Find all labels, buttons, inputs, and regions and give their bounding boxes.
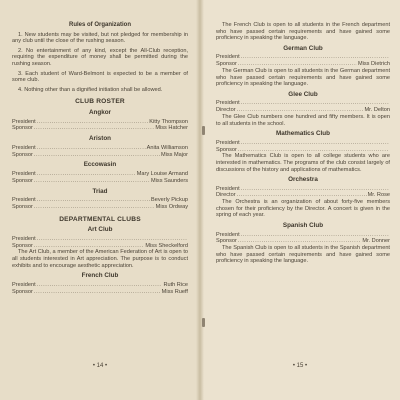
club-description: The Spanish Club is open to all students in the Spanish department who have passed certain requirements and have gained some proficiency in speaking the language. (216, 245, 390, 265)
role-label: President (216, 185, 240, 192)
dot-leader (237, 192, 367, 199)
dot-leader (34, 289, 161, 296)
club-name: Spanish Club (282, 222, 324, 230)
officer-name: Ruth Rice (163, 281, 188, 288)
officer-name: Mary Louise Armand (136, 170, 188, 177)
role-label: President (12, 281, 36, 288)
rule-item: 3. Each student of Ward-Belmont is expected to be a member of some club. (12, 70, 188, 84)
club-name: Art Club (87, 226, 113, 234)
club-description: The Art Club, a member of the American Federation of Art is open to all students interested in Art appreciation. The purpose is to conduct exhibits and to encourage aesthetic appreciation. (12, 249, 188, 269)
officer-name: Miss Major (160, 151, 188, 158)
club-name: German Club (283, 44, 323, 52)
role-label: President (12, 118, 36, 125)
officer-row (12, 204, 188, 211)
rule-item: 2. No entertainment of any kind, except the All-Club reception, requiring the expenditure of money shall be permitted during the rushing season. (12, 47, 188, 67)
officer-row (216, 232, 390, 239)
binding-staple (202, 318, 205, 327)
officer-row (216, 192, 390, 199)
role-label: President (12, 144, 36, 151)
club-description: The Orchestra is an organization of about forty-five members chosen for their proficiency by the Director. A concert is given in the spring of each year. (216, 199, 390, 219)
officer-row (12, 289, 188, 296)
role-label: President (12, 170, 36, 177)
officer-row (216, 147, 390, 154)
role-label: Director (216, 107, 236, 114)
dot-leader (34, 152, 160, 159)
dot-leader (238, 147, 389, 154)
officer-row (216, 61, 390, 68)
officer-row (216, 186, 390, 193)
club-name: Ariston (88, 135, 112, 143)
officer-name: Miss Hatcher (155, 125, 188, 132)
dot-leader (37, 197, 150, 204)
officer-row (216, 140, 390, 147)
departmental-clubs-title: DEPARTMENTAL CLUBS (59, 215, 141, 223)
binding-staple (202, 126, 205, 135)
dot-leader (34, 243, 145, 250)
officer-row (12, 178, 188, 185)
dot-leader (37, 145, 146, 152)
officer-row (12, 152, 188, 159)
rule-item: 1. New students may be visited, but not pledged for membership in any club until the close of the rushing season. (12, 31, 188, 45)
role-label: Sponsor (12, 151, 33, 158)
dot-leader (34, 178, 150, 185)
officer-name: Miss Rueff (161, 288, 188, 295)
role-label: Sponsor (12, 177, 33, 184)
role-label: Sponsor (216, 61, 237, 68)
rules-title: Rules of Organization (68, 22, 131, 28)
dot-leader (241, 100, 389, 107)
officer-row (12, 282, 188, 289)
club-name: Glee Club (288, 90, 318, 98)
page-number: • 14 • (92, 363, 108, 370)
dot-leader (241, 54, 389, 61)
role-label: Sponsor (12, 203, 33, 210)
club-description: The French Club is open to all students in the French department who have passed certain requirements and have gained some proficiency in speaking the language. (216, 22, 390, 42)
officer-row (216, 238, 390, 245)
dot-leader (237, 107, 364, 114)
role-label: President (12, 197, 36, 204)
role-label: Sponsor (12, 125, 33, 132)
role-label: Sponsor (12, 288, 33, 295)
officer-name: Mr. Delton (364, 107, 390, 114)
club-name: Orchestra (288, 176, 318, 184)
officer-row (12, 119, 188, 126)
officer-name: Mr. Rose (367, 192, 390, 199)
officer-name: Miss Sheckelford (145, 242, 188, 249)
dot-leader (34, 204, 155, 211)
role-label: Director (216, 192, 236, 199)
officer-name: Beverly Pickup (151, 197, 188, 204)
officer-name: Mr. Donner (362, 238, 390, 245)
club-name: French Club (81, 272, 119, 280)
officer-row (12, 243, 188, 250)
officer-name: Kitty Thompson (149, 118, 188, 125)
dot-leader (238, 238, 361, 245)
role-label: President (216, 54, 240, 61)
club-name: Triad (92, 187, 108, 195)
officer-row (12, 145, 188, 152)
officer-name: Miss Dietrich (357, 61, 390, 68)
club-description: The German Club is open to all students in the German department who have passed certain requirements and have gained some proficiency in speaking the language. (216, 67, 390, 88)
club-name: Mathematics Club (276, 130, 330, 138)
dot-leader (37, 171, 136, 178)
officer-row (216, 54, 390, 61)
dot-leader (34, 125, 155, 132)
officer-name: Miss Saunders (151, 177, 188, 184)
officer-row (216, 100, 390, 107)
officer-row (12, 171, 188, 178)
dot-leader (37, 119, 149, 126)
officer-row (12, 125, 188, 132)
dot-leader (241, 186, 389, 193)
officer-name: Miss Ordway (155, 203, 188, 210)
role-label: Sponsor (216, 238, 237, 245)
dot-leader (241, 232, 389, 239)
page-number: • 15 • (292, 363, 308, 370)
officer-row (12, 236, 188, 243)
role-label: Sponsor (12, 242, 33, 249)
officer-name: Anita Williamson (146, 144, 188, 151)
role-label: Sponsor (216, 146, 237, 153)
book-gutter (196, 0, 204, 400)
dot-leader (37, 282, 163, 289)
dot-leader (37, 236, 187, 243)
dot-leader (241, 140, 389, 147)
club-roster-title: CLUB ROSTER (75, 98, 125, 106)
club-name: Eccowasin (83, 161, 117, 169)
role-label: President (216, 139, 240, 146)
right-page (200, 0, 400, 400)
role-label: President (216, 100, 240, 107)
officer-row (12, 197, 188, 204)
role-label: President (216, 231, 240, 238)
club-description: The Glee Club numbers one hundred and fifty members. It is open to all students in the school. (216, 113, 390, 127)
dot-leader (238, 61, 357, 68)
officer-row (216, 107, 390, 114)
role-label: President (12, 235, 36, 242)
rule-item: 4. Nothing other than a dignified initiation shall be allowed. (18, 86, 163, 93)
club-description: The Mathematics Club is open to all college students who are interested in mathematics. The programs of the club consist largely of discussions of the history and applications of mathematics. (216, 153, 390, 173)
club-name: Angkor (88, 108, 112, 116)
